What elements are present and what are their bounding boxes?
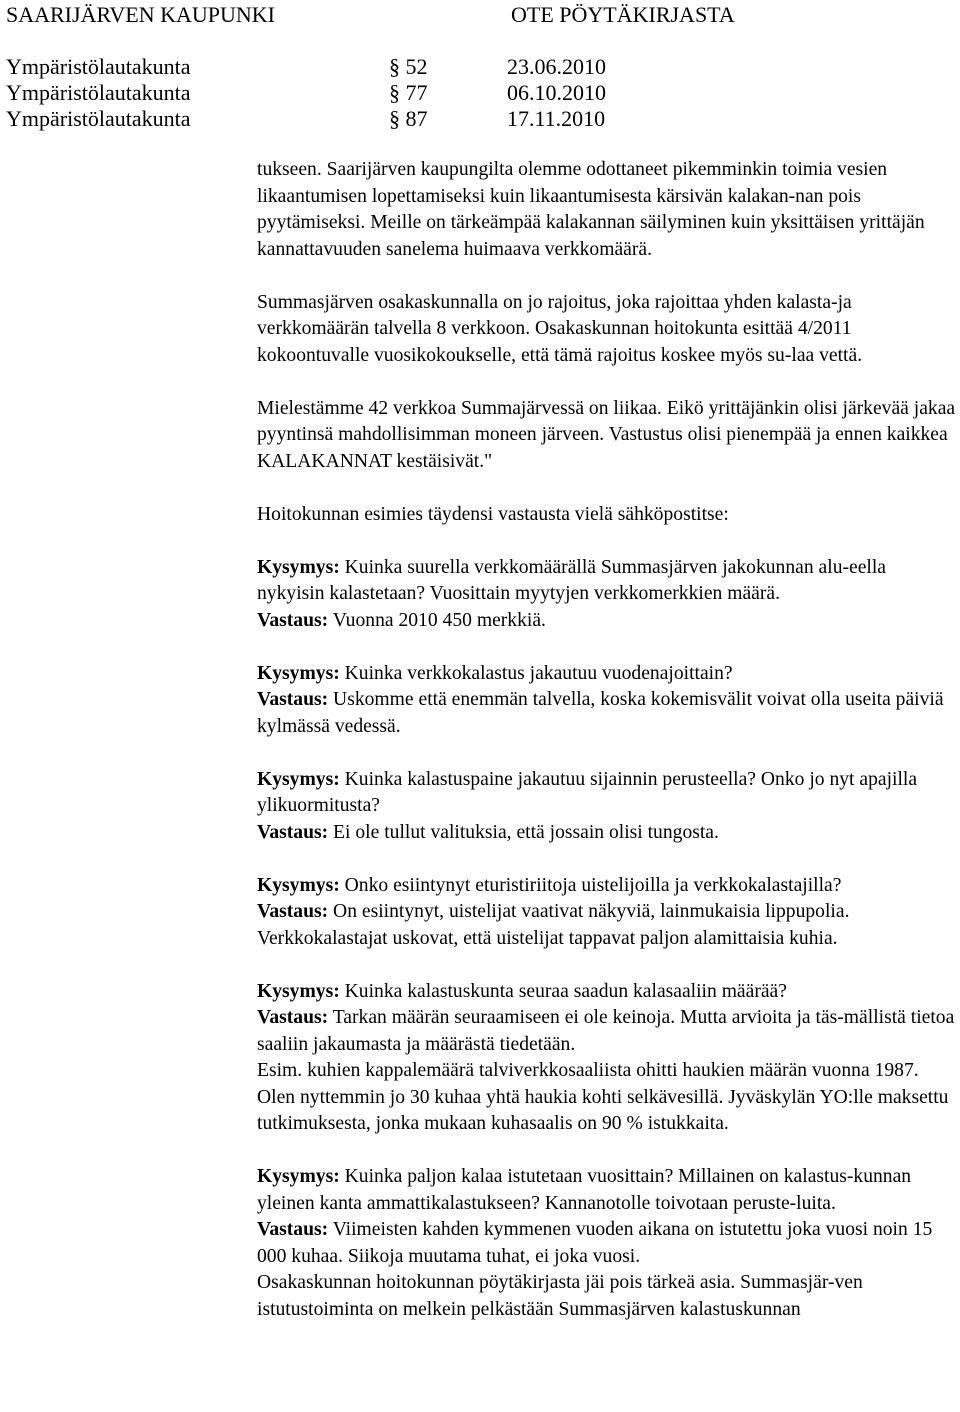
meta-section: § 77: [389, 80, 428, 105]
header-organization: SAARIJÄRVEN KAUPUNKI: [6, 2, 275, 27]
header-document-type: OTE PÖYTÄKIRJASTA: [511, 2, 735, 27]
answer-text: Uskomme että enemmän talvella, koska kokemisvälit voivat olla useita päiviä kylmässä vedessä.: [257, 689, 944, 737]
answer-label: Vastaus:: [257, 1219, 329, 1240]
meta-section: § 52: [389, 54, 428, 79]
answer-text: On esiintynyt, uistelijat vaativat näkyviä, lainmukaisia lippupolia. Verkkokalastajat uskovat, että uistelijat tappavat paljon alamittaisia kuhia.: [257, 901, 850, 949]
meta-date: 06.10.2010: [507, 80, 606, 105]
answer-continuation: Osakaskunnan hoitokunnan pöytäkirjasta jäi pois tärkeä asia. Summasjär-ven istutustoiminta on melkein pelkästään Summasjärven kalastuskunnan: [257, 1272, 863, 1320]
question-label: Kysymys:: [257, 662, 340, 684]
qa-answer: [257, 820, 957, 847]
answer-label: Vastaus:: [257, 609, 329, 631]
question-text: Kuinka suurella verkkomäärällä Summasjärven jakokunnan alu-eella nykyisin kalastetaan? Vuosittain myytyjen verkkomerkkien määrä.: [257, 556, 886, 604]
paragraph: tukseen. Saarijärven kaupungilta olemme odottaneet pikemminkin toimia vesien likaantumisen lopettamiseksi kuin likaantumisesta kärsivän kalakan-nan pois pyytämiseksi. Meille on tärkeämpää kalakannan säilyminen kuin yksittäisen yrittäjän kannattavuuden sanelema huimaava verkkomäärä.: [257, 159, 925, 260]
question-text: Kuinka kalastuskunta seuraa saadun kalasaaliin määrää?: [339, 980, 787, 1002]
paragraph: Summasjärven osakaskunnalla on jo rajoitus, joka rajoittaa yhden kalasta-ja verkkomäärän talvella 8 verkkoon. Osakaskunnan hoitokunta esittää 4/2011 kokoontuvalle vuosikokoukselle, että tämä rajoitus koskee myös su-laa vettä.: [257, 291, 863, 366]
qa-question: [257, 1164, 957, 1217]
question-label: Kysymys:: [257, 556, 340, 578]
qa-answer: [257, 1217, 957, 1270]
question-label: Kysymys:: [257, 980, 340, 1002]
qa-question: [257, 555, 957, 608]
meta-date: 17.11.2010: [507, 106, 606, 131]
meta-organization: Ympäristölautakunta: [6, 54, 191, 79]
question-label: Kysymys:: [257, 874, 340, 896]
answer-label: Vastaus:: [257, 821, 329, 843]
question-label: Kysymys:: [257, 768, 340, 790]
qa-answer: [257, 899, 957, 952]
question-label: Kysymys:: [257, 1166, 340, 1187]
answer-label: Vastaus:: [257, 1007, 329, 1028]
question-text: Kuinka verkkokalastus jakautuu vuodenajoittain?: [339, 662, 733, 684]
qa-answer: [257, 687, 957, 740]
meta-organization: Ympäristölautakunta: [6, 80, 191, 105]
qa-question: [257, 661, 957, 688]
answer-text: Vuonna 2010 450 merkkiä.: [328, 609, 546, 631]
answer-text: Viimeisten kahden kymmenen vuoden aikana on istutettu joka vuosi noin 15 000 kuhaa. Siikoja muutama tuhat, ei joka vuosi.: [257, 1219, 933, 1267]
meta-date: 23.06.2010: [507, 54, 606, 79]
qa-question: [257, 767, 957, 820]
document-body: [257, 157, 957, 1323]
question-text: Kuinka paljon kalaa istutetaan vuosittain? Millainen on kalastus-kunnan yleinen kanta ammattikalastukseen? Kannanotolle toivotaan peruste-luita.: [257, 1166, 912, 1214]
answer-text: Tarkan määrän seuraamiseen ei ole keinoja. Mutta arvioita ja täs-mällistä tietoa saaliin jakaumasta ja määrästä tiedetään.: [257, 1007, 955, 1055]
paragraph: Hoitokunnan esimies täydensi vastausta vielä sähköpostitse:: [257, 503, 729, 525]
meta-organization: Ympäristölautakunta: [6, 106, 191, 131]
answer-label: Vastaus:: [257, 901, 329, 922]
question-text: Kuinka kalastuspaine jakautuu sijainnin perusteella? Onko jo nyt apajilla ylikuormitusta?: [257, 768, 918, 816]
qa-answer: [257, 1005, 957, 1058]
answer-label: Vastaus:: [257, 689, 329, 710]
answer-text: Ei ole tullut valituksia, että jossain olisi tungosta.: [328, 821, 719, 843]
paragraph: Mielestämme 42 verkkoa Summajärvessä on liikaa. Eikö yrittäjänkin olisi järkevää jakaa pyyntinsä mahdollisimman moneen järveen. Vastustus olisi pienempää ja ennen kaikkea KALAKANNAT kestäisivät.": [257, 397, 956, 472]
qa-question: [257, 873, 957, 900]
qa-question: [257, 979, 957, 1006]
meta-section: § 87: [389, 106, 428, 131]
qa-answer: [257, 608, 957, 635]
answer-continuation: Esim. kuhien kappalemäärä talviverkkosaaliista ohitti haukien määrän vuonna 1987. Olen nyttemmin jo 30 kuhaa yhtä haukia kohti selkävesillä. Jyväskylän YO:lle maksettu tutkimuksesta, jonka mukaan kuhasaalis on 90 % istukkaita.: [257, 1060, 949, 1134]
question-text: Onko esiintynyt eturistiriitoja uistelijoilla ja verkkokalastajilla?: [339, 874, 842, 896]
